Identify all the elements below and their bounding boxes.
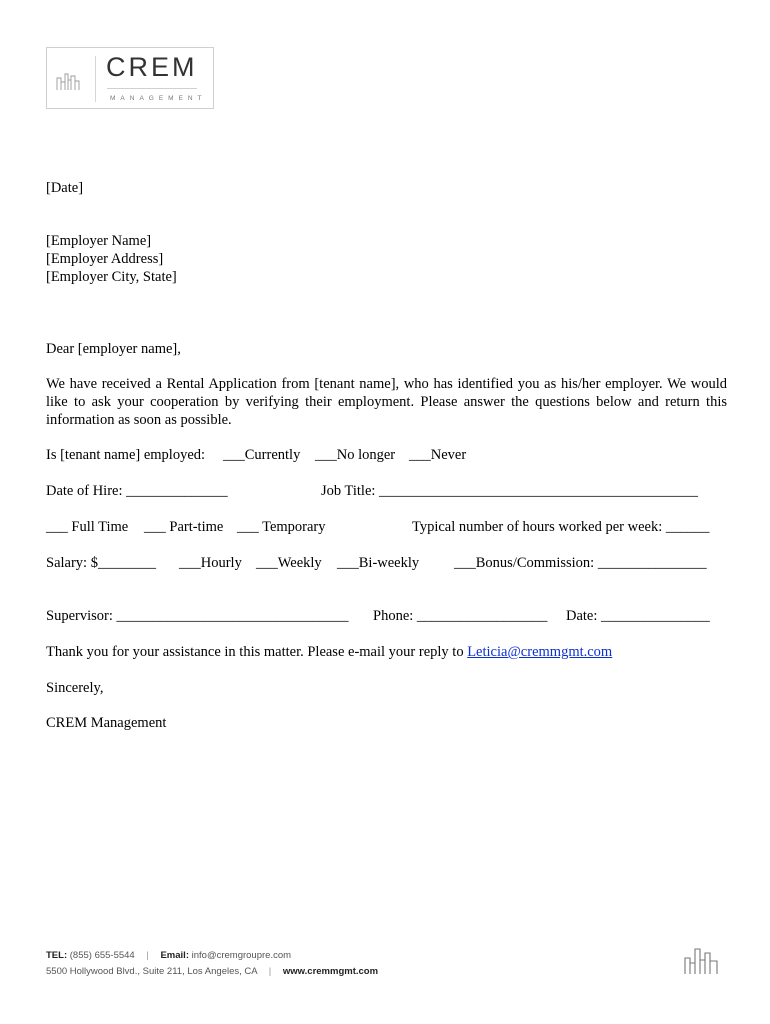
signature: CREM Management [46,715,167,731]
footer-email-label: Email: [160,950,189,961]
salary-field[interactable]: Salary: $________ [46,555,156,571]
logo-wordmark: CREM [106,52,198,82]
letter-date: [Date] [46,180,84,196]
job-title-field[interactable]: Job Title: ____________________________________________ [321,483,699,499]
logo-subtitle: MANAGEMENT [110,95,207,102]
bonus-commission-field[interactable]: ___Bonus/Commission: _______________ [454,555,707,571]
option-bi-weekly[interactable]: ___Bi-weekly [337,555,420,571]
phone-field[interactable]: Phone: __________________ [373,608,548,624]
employer-name: [Employer Name] [46,233,152,249]
footer-address-line [46,966,378,977]
option-weekly[interactable]: ___Weekly [256,555,322,571]
thanks-line [46,643,612,661]
salutation: Dear [employer name], [46,341,181,357]
option-no-longer[interactable]: ___No longer [315,447,396,463]
reply-email-link[interactable]: Leticia@cremmgmt.com [467,644,613,660]
footer-email[interactable]: info@cremgroupre.com [191,950,292,961]
buildings-logo-icon [56,70,80,90]
footer-tel-label: TEL: [46,950,68,961]
closing: Sincerely, [46,680,104,696]
option-hourly[interactable]: ___Hourly [179,555,242,571]
option-temporary[interactable]: ___ Temporary [237,519,326,535]
thanks-text: Thank you for your assistance in this matter. Please e-mail your reply to [46,644,464,660]
logo-divider [95,56,96,102]
employer-address: [Employer Address] [46,251,164,267]
option-full-time[interactable]: ___ Full Time [46,519,129,535]
footer-website[interactable]: www.cremmgmt.com [282,966,379,977]
date-field[interactable]: Date: _______________ [566,608,710,624]
date-of-hire-field[interactable]: Date of Hire: ______________ [46,483,228,499]
footer-contact-line [46,950,291,961]
logo-rule [107,88,197,89]
footer-separator: | [146,950,149,961]
intro-paragraph: We have received a Rental Application from [tenant name], who has identified you as his/her employer. We would like to ask your cooperation by verifying their employment. Please answer the questions below and return this information as soon as possible. [46,376,727,428]
footer-tel: (855) 655-5544 [69,950,135,961]
footer-separator-2: | [268,966,272,977]
hours-per-week-field[interactable]: Typical number of hours worked per week: ______ [412,519,710,535]
option-currently[interactable]: ___Currently [223,447,301,463]
option-part-time[interactable]: ___ Part-time [144,519,224,535]
buildings-footer-icon [683,946,719,974]
employed-question: Is [tenant name] employed: [46,447,206,463]
option-never[interactable]: ___Never [409,447,467,463]
footer-address: 5500 Hollywood Blvd., Suite 211, Los Angeles, CA [46,966,258,977]
employer-city-state: [Employer City, State] [46,269,177,285]
supervisor-field[interactable]: Supervisor: ________________________________ [46,608,349,624]
